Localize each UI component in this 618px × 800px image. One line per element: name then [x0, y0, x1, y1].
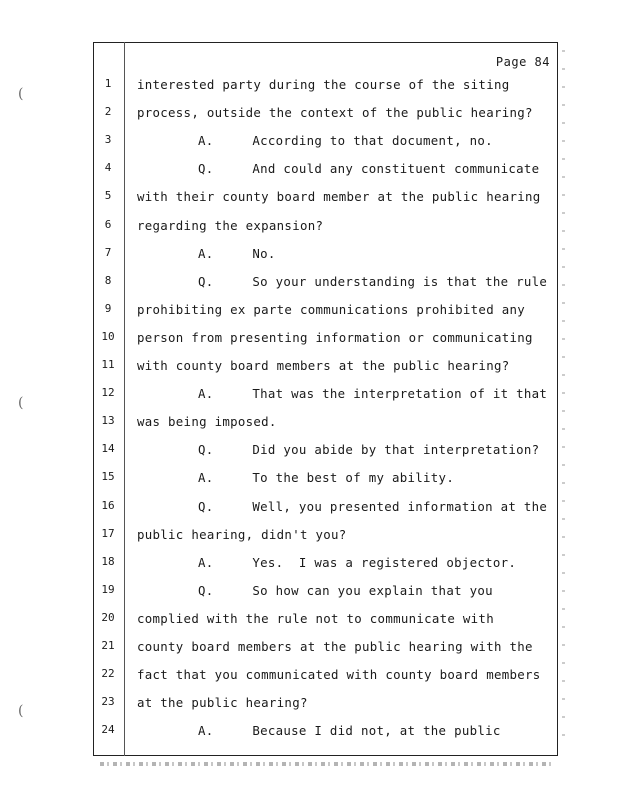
line-number: 4 — [104, 161, 112, 175]
transcript-line — [95, 302, 555, 322]
transcript-line — [95, 386, 555, 406]
line-number: 9 — [104, 301, 112, 315]
margin-paren-mark: ( — [18, 86, 24, 102]
transcript-line — [95, 274, 555, 294]
line-number: 21 — [101, 639, 115, 652]
line-number: 8 — [104, 273, 112, 287]
line-text: Q. Well, you presented information at the — [198, 498, 548, 514]
line-text: Q. So how can you explain that you — [198, 582, 493, 598]
transcript-line — [95, 246, 555, 266]
line-number: 2 — [104, 105, 112, 119]
line-number: 16 — [101, 498, 115, 512]
transcript-line — [95, 414, 555, 434]
line-number: 1 — [104, 77, 112, 90]
line-number: 19 — [101, 582, 115, 596]
line-number: 12 — [101, 386, 115, 400]
line-text: person from presenting information or communicating — [137, 329, 533, 345]
transcript-line — [95, 77, 555, 97]
line-number: 18 — [101, 554, 115, 568]
line-text: Q. Did you abide by that interpretation? — [198, 442, 540, 458]
line-number: 24 — [101, 723, 115, 737]
line-text: was being imposed. — [137, 414, 277, 430]
line-number: 10 — [101, 329, 115, 343]
line-text: interested party during the course of the siting — [137, 77, 510, 92]
line-text: prohibiting ex parte communications prohibited any — [137, 301, 525, 317]
right-edge-marks — [562, 50, 565, 750]
bottom-footer-strip — [100, 762, 552, 766]
line-number: 17 — [101, 526, 115, 540]
line-text: A. According to that document, no. — [198, 133, 493, 149]
transcript-line — [95, 499, 555, 519]
transcript-line — [95, 442, 555, 462]
transcript-line — [95, 105, 555, 125]
transcript-line — [95, 133, 555, 153]
transcript-line — [95, 723, 555, 743]
transcript-line — [95, 527, 555, 547]
line-text: fact that you communicated with county board members — [137, 667, 541, 683]
transcript-line — [95, 189, 555, 209]
transcript-line — [95, 667, 555, 687]
transcript-line — [95, 639, 555, 659]
transcript-line — [95, 611, 555, 631]
line-text: with county board members at the public hearing? — [137, 358, 510, 373]
line-text: at the public hearing? — [137, 695, 308, 711]
line-number: 14 — [101, 442, 115, 456]
line-text: Q. And could any constituent communicate — [198, 161, 540, 177]
line-text: with their county board member at the public hearing — [137, 189, 541, 205]
transcript-line — [95, 161, 555, 181]
page-number: Page 84 — [495, 55, 550, 69]
line-text: Q. So your understanding is that the rule — [198, 273, 548, 289]
transcript-line — [95, 358, 555, 378]
line-number: 22 — [101, 667, 115, 681]
margin-paren-mark: ( — [18, 703, 24, 719]
line-number: 5 — [104, 189, 112, 203]
transcript-line — [95, 555, 555, 575]
transcript-line — [95, 470, 555, 490]
line-number: 11 — [101, 358, 115, 371]
margin-paren-mark: ( — [18, 395, 24, 411]
line-text: A. Yes. I was a registered objector. — [198, 554, 517, 570]
transcript-line — [95, 583, 555, 603]
line-number: 6 — [104, 217, 112, 231]
line-text: county board members at the public hearing with the — [137, 639, 533, 654]
line-number: 15 — [101, 470, 115, 484]
line-text: A. No. — [198, 245, 276, 261]
line-text: A. That was the interpretation of it that — [198, 386, 548, 402]
line-text: complied with the rule not to communicate with — [137, 610, 494, 626]
line-number: 7 — [104, 245, 112, 259]
line-text: public hearing, didn't you? — [137, 526, 347, 542]
line-number: 13 — [101, 414, 115, 428]
line-text: regarding the expansion? — [137, 217, 324, 233]
line-number: 23 — [101, 695, 115, 709]
line-text: A. Because I did not, at the public — [198, 723, 501, 739]
transcript-line — [95, 330, 555, 350]
line-number: 3 — [104, 133, 112, 147]
transcript-line — [95, 695, 555, 715]
transcript-line — [95, 218, 555, 238]
line-number: 20 — [101, 610, 115, 624]
line-text: process, outside the context of the public hearing? — [137, 105, 533, 121]
line-text: A. To the best of my ability. — [198, 470, 455, 486]
